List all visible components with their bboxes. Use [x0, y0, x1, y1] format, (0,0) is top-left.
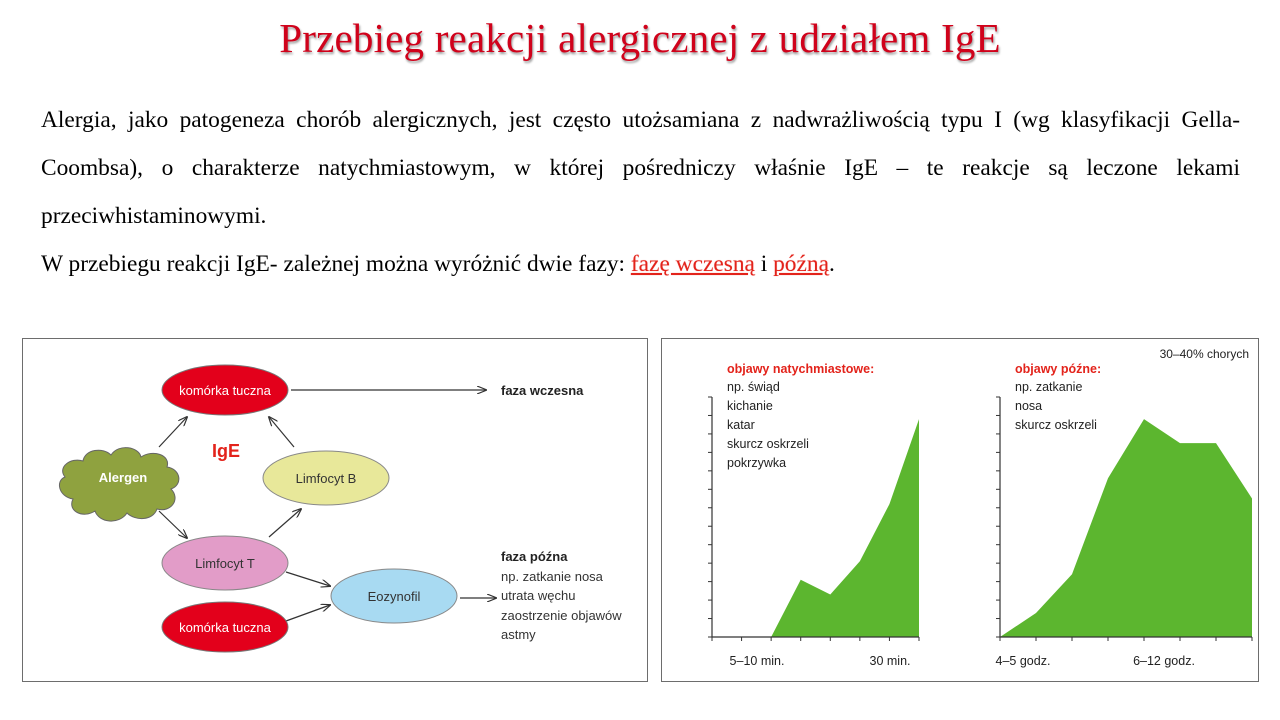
- immediate-x-label: 5–10 min.: [729, 654, 785, 668]
- late-symptoms-chart: [996, 362, 1252, 668]
- immediate-symptom-line: katar: [727, 418, 755, 432]
- arrow-lymphb-to-mast: [269, 417, 294, 447]
- late-symptom-line: nosa: [1015, 399, 1043, 413]
- phases-conjunction: i: [754, 251, 774, 277]
- late-title: objawy późne:: [1015, 362, 1102, 376]
- late-symptom-line: np. zatkanie: [1015, 380, 1083, 394]
- arrow-allergen-to-mast: [159, 417, 187, 447]
- arrow-lymphT-to-lymphB: [269, 509, 301, 537]
- late-phase-title: faza późna: [501, 549, 568, 564]
- lymphocyte-b-label: Limfocyt B: [295, 471, 357, 486]
- symptom-area: [1000, 419, 1252, 637]
- eosinophil-label: Eozynofil: [367, 589, 421, 604]
- reaction-diagram: [23, 339, 647, 681]
- arrow-lymphT-to-eos: [286, 572, 330, 586]
- late-x-label: 6–12 godz.: [1133, 654, 1195, 668]
- immediate-symptom-line: np. świąd: [727, 380, 780, 394]
- slide-title: Przebieg reakcji alergicznej z udziałem IgE: [279, 15, 1001, 61]
- immediate-symptom-line: pokrzywka: [727, 456, 787, 470]
- immediate-symptom-line: kichanie: [727, 399, 773, 413]
- patients-note: 30–40% chorych: [1159, 347, 1249, 361]
- late-phase-line: utrata węchu: [501, 588, 576, 603]
- immediate-symptom-line: skurcz oskrzeli: [727, 437, 809, 451]
- symptom-charts: [662, 339, 1258, 681]
- mast-cell-bottom-label: komórka tuczna: [179, 620, 271, 635]
- early-phase-highlight: fazę wczesną: [630, 251, 755, 277]
- late-x-label: 4–5 godz.: [995, 654, 1051, 668]
- intro-paragraph: Alergia, jako patogeneza chorób alergicznych, jest często utożsamiana z nadwrażliwością typu I (wg klasyfikacji Gella-Coombsa), o charakterze natychmiastowym, w której pośredniczy właśnie IgE – te reakcje są leczone lekami przeciwhistaminowymi.: [41, 107, 1240, 229]
- mast-cell-top-label: komórka tuczna: [179, 383, 271, 398]
- lymphocyte-t-label: Limfocyt T: [195, 556, 255, 571]
- late-phase-line: np. zatkanie nosa: [501, 569, 603, 584]
- phases-suffix: .: [828, 251, 835, 277]
- immediate-x-label: 30 min.: [869, 654, 911, 668]
- symptom-charts-box: [661, 338, 1259, 682]
- allergen-label: Alergen: [98, 470, 148, 485]
- late-phase-highlight: późną: [773, 251, 829, 277]
- arrow-mast-to-eos: [286, 605, 330, 621]
- reaction-diagram-box: [22, 338, 648, 682]
- phases-prefix: W przebiegu reakcji IgE- zależnej można wyróżnić dwie fazy:: [41, 251, 631, 277]
- late-symptom-line: skurcz oskrzeli: [1015, 418, 1097, 432]
- late-phase-line: zaostrzenie objawów: [501, 608, 622, 623]
- symptom-area: [712, 419, 919, 637]
- immediate-title: objawy natychmiastowe:: [727, 362, 875, 376]
- arrow-allergen-to-lymphT: [159, 511, 187, 538]
- early-phase-label: faza wczesna: [501, 383, 584, 398]
- immediate-symptoms-chart: [708, 362, 919, 668]
- ige-label: IgE: [212, 441, 241, 461]
- phases-paragraph: [41, 240, 1240, 288]
- late-phase-line: astmy: [501, 627, 536, 642]
